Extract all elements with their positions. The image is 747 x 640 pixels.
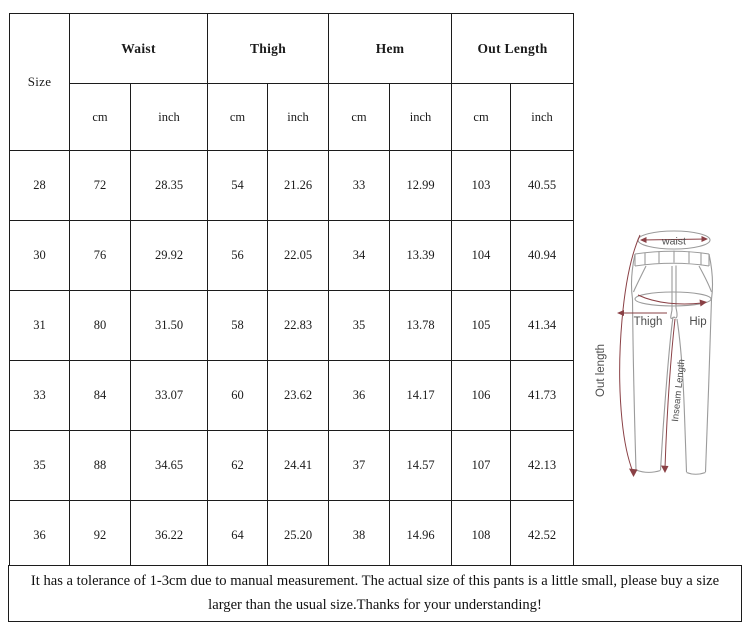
table-cell: 41.73: [511, 361, 574, 431]
table-cell: 92: [70, 501, 131, 571]
table-cell: 60: [208, 361, 268, 431]
table-cell: 13.78: [390, 291, 452, 361]
table-cell: 28: [10, 151, 70, 221]
note-text: It has a tolerance of 1-3cm due to manual measurement. The actual size of this pants is a little small, please buy a size larger than the usual size.Thanks for your understanding!: [30, 572, 720, 613]
table-cell: 80: [70, 291, 131, 361]
table-cell: 88: [70, 431, 131, 501]
table-cell: 35: [10, 431, 70, 501]
table-cell: 21.26: [268, 151, 329, 221]
group-header-out-length: Out Length: [452, 14, 574, 84]
table-cell: 54: [208, 151, 268, 221]
table-row: [10, 501, 574, 571]
table-row: [10, 151, 574, 221]
table-cell: 40.94: [511, 221, 574, 291]
table-cell: 36.22: [131, 501, 208, 571]
table-cell: 104: [452, 221, 511, 291]
table-row: [10, 291, 574, 361]
unit-header-inch: inch: [268, 84, 329, 151]
size-table-body: [10, 151, 574, 571]
table-row: [10, 361, 574, 431]
table-cell: 22.83: [268, 291, 329, 361]
table-cell: 38: [329, 501, 390, 571]
table-cell: 108: [452, 501, 511, 571]
unit-header-cm: cm: [329, 84, 390, 151]
table-cell: 13.39: [390, 221, 452, 291]
table-cell: 35: [329, 291, 390, 361]
unit-header-row: [10, 84, 574, 151]
table-cell: 106: [452, 361, 511, 431]
table-cell: 14.17: [390, 361, 452, 431]
unit-header-inch: inch: [131, 84, 208, 151]
table-cell: 105: [452, 291, 511, 361]
table-cell: 58: [208, 291, 268, 361]
table-cell: 30: [10, 221, 70, 291]
table-cell: 14.96: [390, 501, 452, 571]
table-cell: 72: [70, 151, 131, 221]
table-cell: 42.13: [511, 431, 574, 501]
table-cell: 31.50: [131, 291, 208, 361]
out-length-label: Out length: [595, 343, 607, 397]
unit-header-inch: inch: [511, 84, 574, 151]
unit-header-cm: cm: [70, 84, 131, 151]
table-cell: 33: [10, 361, 70, 431]
note-box: [8, 565, 742, 622]
table-cell: 37: [329, 431, 390, 501]
table-cell: 107: [452, 431, 511, 501]
table-cell: 64: [208, 501, 268, 571]
thigh-label: Thigh: [633, 316, 663, 328]
size-table: [9, 13, 574, 571]
hip-measure-line: [638, 295, 702, 304]
table-cell: 28.35: [131, 151, 208, 221]
table-cell: 34: [329, 221, 390, 291]
table-cell: 56: [208, 221, 268, 291]
table-cell: 76: [70, 221, 131, 291]
table-cell: 36: [329, 361, 390, 431]
table-cell: 34.65: [131, 431, 208, 501]
table-cell: 33: [329, 151, 390, 221]
out-length-measure-line: [620, 235, 640, 472]
table-cell: 14.57: [390, 431, 452, 501]
unit-header-cm: cm: [208, 84, 268, 151]
table-cell: 84: [70, 361, 131, 431]
table-cell: 36: [10, 501, 70, 571]
pants-measurement-diagram: [588, 220, 743, 482]
unit-header-inch: inch: [390, 84, 452, 151]
table-cell: 41.34: [511, 291, 574, 361]
inseam-length-label: Inseam Length: [670, 358, 688, 423]
table-header-row: [10, 14, 574, 84]
table-cell: 23.62: [268, 361, 329, 431]
table-cell: 12.99: [390, 151, 452, 221]
table-row: [10, 221, 574, 291]
table-cell: 25.20: [268, 501, 329, 571]
table-cell: 42.52: [511, 501, 574, 571]
table-cell: 24.41: [268, 431, 329, 501]
hip-label: Hip: [689, 316, 707, 328]
table-cell: 22.05: [268, 221, 329, 291]
table-cell: 103: [452, 151, 511, 221]
size-column-header: Size: [10, 14, 70, 151]
table-cell: 33.07: [131, 361, 208, 431]
unit-header-cm: cm: [452, 84, 511, 151]
table-row: [10, 431, 574, 501]
table-cell: 40.55: [511, 151, 574, 221]
group-header-thigh: Thigh: [208, 14, 329, 84]
waist-label: waist: [662, 235, 686, 248]
table-cell: 62: [208, 431, 268, 501]
table-cell: 31: [10, 291, 70, 361]
group-header-waist: Waist: [70, 14, 208, 84]
table-cell: 29.92: [131, 221, 208, 291]
group-header-hem: Hem: [329, 14, 452, 84]
